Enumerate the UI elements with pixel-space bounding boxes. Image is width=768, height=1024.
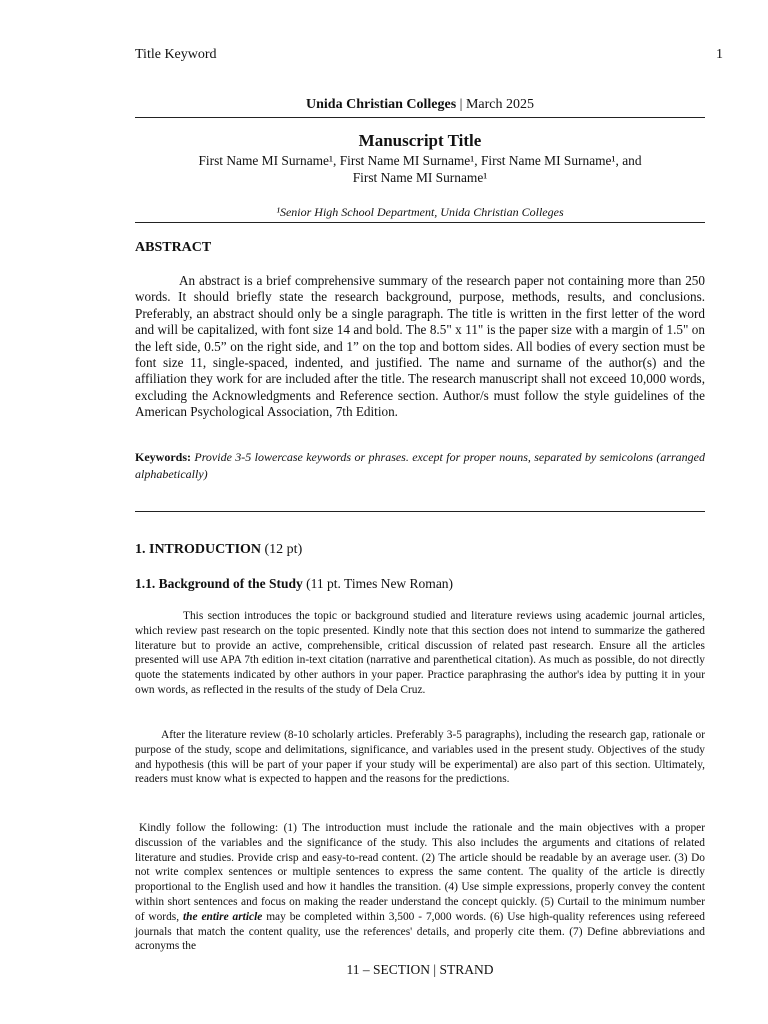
subsection-heading-background (135, 576, 453, 592)
abstract-heading: ABSTRACT (135, 240, 212, 255)
manuscript-title: Manuscript Title (358, 131, 482, 150)
page-footer: 11 – SECTION | STRAND (346, 962, 494, 977)
intro-paragraph-2: After the literature review (8-10 scholarly articles. Preferably 3-5 paragraphs), including the research gap, rationale or purpose of the study, scope and delimitations, significance, and variables used in the present study. Objectives of the study and hypothesis (this will be part of your paper if your study will be experimental) are also part of this section. Ultimately, readers must know what is expected to happen and the reasons for the predictions. (135, 729, 705, 786)
abstract-divider (135, 511, 705, 512)
header-divider (135, 117, 705, 118)
title-block-divider (135, 222, 705, 223)
author-line-1: First Name MI Surname¹, First Name MI Surname¹, First Name MI Surname¹, and (198, 153, 642, 168)
paragraph-3-part-2: may be completed within 3,500 - 7,000 words. (6) Use high-quality references using refereed journals that match the content quality, use the references' details, and properly cite them. (7) Define abbreviations and acronyms the (135, 910, 706, 953)
intro-paragraph-3 (135, 821, 705, 954)
keywords-line (135, 449, 705, 483)
author-list (135, 152, 705, 186)
paragraph-3-emphasis: the entire article (182, 910, 263, 923)
issue-date: | March 2025 (456, 97, 534, 112)
subsection-note: (11 pt. Times New Roman) (302, 576, 454, 591)
affiliation: ¹Senior High School Department, Unida Christian Colleges (276, 205, 564, 219)
institution-line (135, 97, 705, 113)
intro-paragraph-1: This section introduces the topic or background studied and literature reviews using academic journal articles, which review past research on the topic presented. Kindly note that this section does not intend to summarize the gathered literature but to provide an active, comprehensible, critical discussion of related past research. Ensure all the articles presented will use APA 7th edition in-text citation (narrative and parenthetical citation). As much as possible, do not directly quote the statements indicated by other authors in your paper. Practice paraphrasing the author's idea by putting it in your own words, as reflected in the results of the study of Dela Cruz. (135, 610, 705, 696)
author-line-2: First Name MI Surname¹ (352, 170, 488, 185)
institution-name: Unida Christian Colleges (306, 97, 457, 112)
section-note: (12 pt) (261, 542, 303, 557)
section-title: 1. INTRODUCTION (135, 542, 262, 557)
keywords-label: Keywords: (135, 450, 191, 464)
subsection-title: 1.1. Background of the Study (135, 576, 303, 591)
section-heading-introduction (135, 542, 302, 558)
keywords-text: Provide 3-5 lowercase keywords or phrases. except for proper nouns, separated by semicolons (arranged alphabetically) (135, 450, 705, 481)
running-title: Title Keyword (135, 47, 217, 62)
abstract-text: An abstract is a brief comprehensive summary of the research paper not containing more than 250 words. It should briefly state the research background, purpose, methods, results, and conclusions. Preferably, an abstract should only be a single paragraph. The title is written in the first letter of the word and will be capitalized, with font size 14 and bold. The 8.5" x 11" is the paper size with a margin of 1.5" on the left side, 0.5” on the right side, and 1” on the top and bottom sides. All bodies of every section must be font size 11, single-spaced, indented, and justified. The name and surname of the author(s) and the affiliation they work for are included after the title. The research manuscript shall not exceed 10,000 words, excluding the Acknowledgments and Reference section. Author/s must follow the style guidelines of the American Psychological Association, 7th Edition. (135, 273, 705, 420)
paragraph-3-part-1: Kindly follow the following: (1) The introduction must include the rationale and the main objectives with a proper discussion of the variables and the significance of the study. This also includes the arguments and citations of related literature and studies. Provide crisp and easy-to-read content. (2) The article should be readable by an average user. (3) Do not write complex sentences or multiple sentences to express the same content. The quality of the article is directly proportional to the English used and how it handles the transition. (4) Use simple expressions, properly convey the content within short sentences and focus on making the reader understand the concept quickly. (5) Curtail to the minimum number of words, (135, 822, 705, 923)
page-number: 1 (716, 47, 723, 62)
